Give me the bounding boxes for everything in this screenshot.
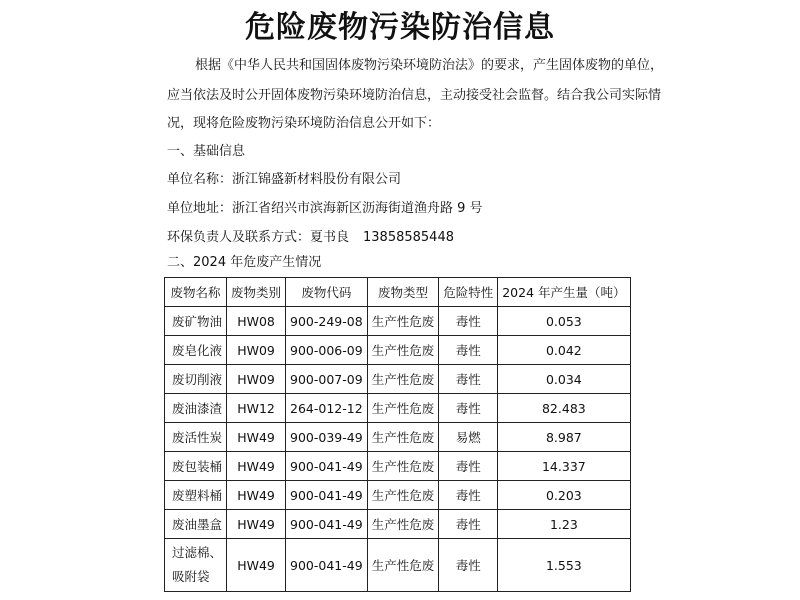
cell-waste-code: 264-012-12	[286, 394, 368, 423]
cell-waste-type: 生产性危废	[367, 452, 439, 481]
cell-annual-amount: 1.23	[498, 510, 630, 539]
table-row	[165, 365, 631, 394]
cell-hazard-property: 毒性	[439, 481, 498, 510]
cell-hazard-property: 毒性	[439, 394, 498, 423]
cell-annual-amount: 8.987	[498, 423, 630, 452]
cell-waste-type: 生产性危废	[367, 510, 439, 539]
header-waste-type: 废物类型	[367, 278, 439, 307]
table-row	[165, 510, 631, 539]
cell-waste-category: HW09	[227, 365, 286, 394]
cell-hazard-property: 毒性	[439, 336, 498, 365]
cell-waste-type: 生产性危废	[367, 481, 439, 510]
cell-waste-code: 900-041-49	[286, 452, 368, 481]
cell-hazard-property: 毒性	[439, 539, 498, 592]
unit-name: 单位名称：浙江锦盛新材料股份有限公司	[167, 172, 402, 187]
cell-waste-type: 生产性危废	[367, 336, 439, 365]
cell-waste-type: 生产性危废	[367, 365, 439, 394]
cell-waste-name: 废矿物油	[165, 307, 227, 336]
cell-waste-name: 过滤棉、吸附袋	[165, 539, 227, 592]
header-waste-name: 废物名称	[165, 278, 227, 307]
cell-waste-name: 废油漆渣	[165, 394, 227, 423]
page-title: 危险废物污染防治信息	[245, 10, 555, 45]
cell-hazard-property: 毒性	[439, 365, 498, 394]
cell-waste-code: 900-041-49	[286, 481, 368, 510]
table-header-row	[165, 278, 631, 307]
cell-waste-type: 生产性危废	[367, 394, 439, 423]
table-row	[165, 481, 631, 510]
cell-annual-amount: 82.483	[498, 394, 630, 423]
cell-waste-category: HW09	[227, 336, 286, 365]
cell-hazard-property: 毒性	[439, 510, 498, 539]
cell-hazard-property: 易燃	[439, 423, 498, 452]
table-row	[165, 539, 631, 592]
cell-annual-amount: 0.203	[498, 481, 630, 510]
cell-annual-amount: 0.053	[498, 307, 630, 336]
cell-waste-category: HW49	[227, 539, 286, 592]
contact-person: 环保负责人及联系方式：夏书良	[167, 230, 350, 245]
cell-waste-category: HW49	[227, 481, 286, 510]
table-row	[165, 452, 631, 481]
cell-waste-category: HW08	[227, 307, 286, 336]
cell-annual-amount: 1.553	[498, 539, 630, 592]
header-waste-category: 废物类别	[227, 278, 286, 307]
cell-waste-code: 900-041-49	[286, 539, 368, 592]
section-heading-waste-production: 二、2024 年危废产生情况	[167, 255, 322, 270]
cell-waste-name: 废包装桶	[165, 452, 227, 481]
cell-annual-amount: 14.337	[498, 452, 630, 481]
cell-annual-amount: 0.042	[498, 336, 630, 365]
cell-waste-type: 生产性危废	[367, 423, 439, 452]
contact-phone: 13858585448	[363, 230, 454, 245]
cell-waste-name: 废皂化液	[165, 336, 227, 365]
cell-waste-name: 废活性炭	[165, 423, 227, 452]
section-heading-basic-info: 一、基础信息	[167, 144, 246, 159]
intro-paragraph-line-1: 根据《中华人民共和国固体废物污染环境防治法》的要求，产生固体废物的单位，	[195, 58, 664, 73]
hazardous-waste-table	[164, 277, 631, 592]
cell-waste-code: 900-006-09	[286, 336, 368, 365]
cell-waste-name: 废油墨盒	[165, 510, 227, 539]
cell-waste-category: HW49	[227, 423, 286, 452]
unit-address: 单位地址：浙江省绍兴市滨海新区沥海街道渔舟路 9 号	[167, 201, 483, 216]
header-waste-code: 废物代码	[286, 278, 368, 307]
table-row	[165, 336, 631, 365]
cell-waste-name: 废塑料桶	[165, 481, 227, 510]
cell-hazard-property: 毒性	[439, 307, 498, 336]
table-row	[165, 307, 631, 336]
cell-waste-code: 900-249-08	[286, 307, 368, 336]
environmental-contact	[167, 228, 454, 248]
cell-hazard-property: 毒性	[439, 452, 498, 481]
cell-waste-category: HW12	[227, 394, 286, 423]
intro-paragraph-line-2: 应当依法及时公开固体废物污染环境防治信息，主动接受社会监督。结合我公司实际情	[167, 88, 662, 103]
cell-waste-code: 900-039-49	[286, 423, 368, 452]
cell-waste-code: 900-007-09	[286, 365, 368, 394]
cell-waste-name: 废切削液	[165, 365, 227, 394]
cell-annual-amount: 0.034	[498, 365, 630, 394]
cell-waste-category: HW49	[227, 510, 286, 539]
intro-paragraph-line-3: 况，现将危险废物污染环境防治信息公开如下：	[167, 116, 441, 131]
cell-waste-type: 生产性危废	[367, 539, 439, 592]
table-row	[165, 423, 631, 452]
header-hazard-property: 危险特性	[439, 278, 498, 307]
table-row	[165, 394, 631, 423]
cell-waste-category: HW49	[227, 452, 286, 481]
cell-waste-type: 生产性危废	[367, 307, 439, 336]
header-annual-amount: 2024 年产生量（吨）	[498, 278, 630, 307]
cell-waste-code: 900-041-49	[286, 510, 368, 539]
